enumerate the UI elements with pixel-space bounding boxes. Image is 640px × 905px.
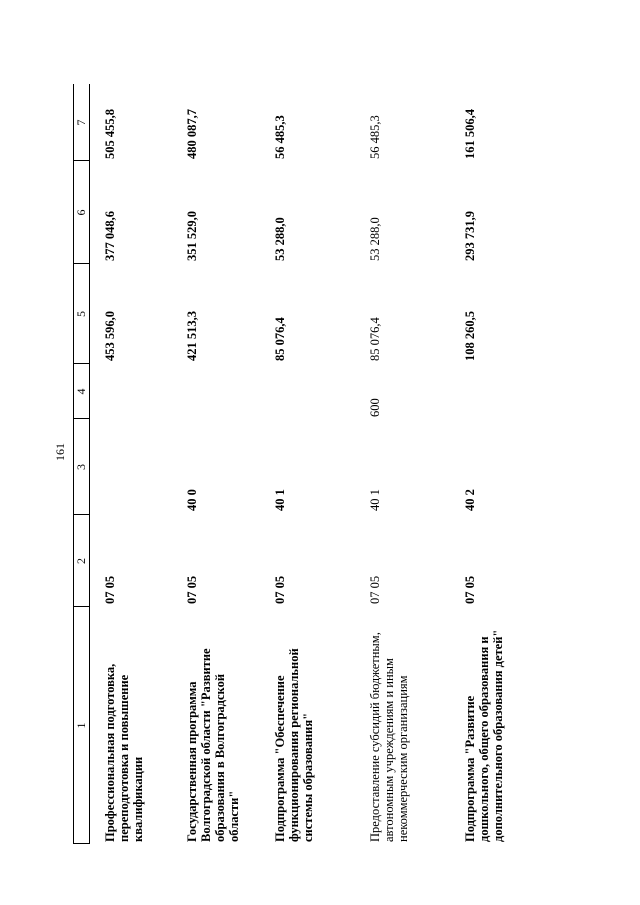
row-section: 07 05 [185,575,199,604]
row-name: Подпрограмма "Обеспечение функционирования региональной системы образования" [273,648,315,842]
col-header-7: 7 [74,119,88,126]
row-value-5: 421 513,3 [185,311,199,361]
col-header-3: 3 [74,464,88,470]
row-section: 07 05 [273,575,287,604]
row-target: 40 0 [185,489,199,511]
row-value-6: 53 288,0 [368,217,382,261]
row-value-6: 293 731,9 [463,211,477,261]
row-value-7: 56 485,3 [273,115,287,159]
page-number: 161 [53,443,67,461]
header-bottom-border [89,84,90,844]
col-header-6: 6 [74,209,88,216]
col-header-1: 1 [74,722,88,729]
row-target: 40 2 [463,489,477,511]
row-name: Подпрограмма "Развитие дошкольного, общего образования и дополнительного образования детей" [463,629,505,842]
row-value-7: 161 506,4 [463,109,477,159]
row-value-5: 108 260,5 [463,311,477,361]
row-section: 07 05 [368,575,382,604]
row-value-7: 505 455,8 [103,109,117,159]
row-name: Предоставление субсидий бюджетным, автономным учреждениям и иным некоммерческим организациям [368,632,410,842]
row-value-5: 453 596,0 [103,311,117,361]
row-section: 07 05 [463,575,477,604]
col-header-5: 5 [74,311,88,317]
row-value-6: 377 048,6 [103,211,117,261]
row-value-6: 351 529,0 [185,211,199,261]
col-header-4: 4 [74,388,88,395]
row-expense-type: 600 [368,398,382,417]
row-target: 40 1 [273,489,287,511]
row-name: Профессиональная подготовка, переподготовка и повышение квалификации [103,663,145,842]
row-name: Государственная программа Волгоградской области "Развитие образования в Волгоградской области" [185,648,241,842]
row-value-6: 53 288,0 [273,217,287,261]
row-section: 07 05 [103,575,117,604]
row-target: 40 1 [368,489,382,511]
row-value-5: 85 076,4 [368,317,382,361]
col-header-2: 2 [74,558,88,564]
row-value-7: 480 087,7 [185,109,199,159]
row-value-7: 56 485,3 [368,115,382,159]
budget-table [73,84,618,844]
row-value-5: 85 076,4 [273,317,287,361]
